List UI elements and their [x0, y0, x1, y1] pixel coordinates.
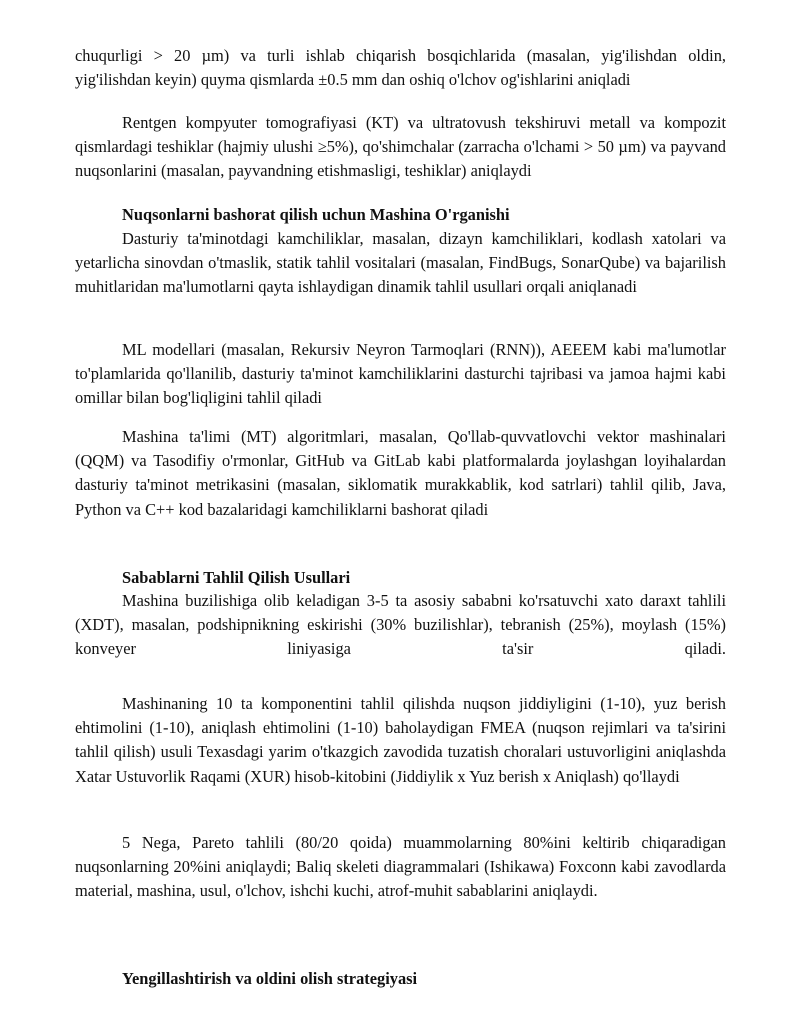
heading-mitigation-strategy: Yengillashtirish va oldini olish strategiyasi: [122, 969, 418, 988]
heading-root-cause-methods: Sabablarni Tahlil Qilish Usullari: [122, 568, 351, 587]
heading-ml-defect-prediction: Nuqsonlarni bashorat qilish uchun Mashina O'rganishi: [122, 205, 510, 224]
paragraph-software-defects: Dasturiy ta'minotdagi kamchiliklar, masalan, dizayn kamchiliklari, kodlash xatolari va yetarlicha sinovdan o'tmaslik, statik tahlil vositalari (masalan, FindBugs, SonarQube) va bajarilish muhitlaridan ma'lumotlarni qayta ishlaydigan dinamik tahlil usullari orqali aniqlanadi: [75, 229, 726, 297]
paragraph-dimension-deviation: chuqurligi > 20 µm) va turli ishlab chiqarish bosqichlarida (masalan, yig'ilishdan oldin, yig'ilishdan keyin) quyma qismlarda ±0.5 mm dan oshiq o'lchov og'ishlarini aniqladi: [75, 46, 726, 90]
paragraph-ml-models: ML modellari (masalan, Rekursiv Neyron Tarmoqlari (RNN)), AEEEM kabi ma'lumotlar to'plamlarida qo'llanilib, dasturiy ta'minot kamchiliklarini dasturchi tajribasi va jamoa hajmi kabi omillar bilan bog'liqligini tahlil qiladi: [75, 340, 726, 408]
paragraph-fault-tree-analysis: Mashina buzilishiga olib keladigan 3-5 ta asosiy sababni ko'rsatuvchi xato daraxt tahlili (XDT), masalan, podshipnikning eskirishi (30% buzilishlar), tebranish (25%), moylash (15%) konveyer liniyasiga ta'sir qiladi.: [75, 591, 726, 659]
paragraph-ml-algorithms: Mashina ta'limi (MT) algoritmlari, masalan, Qo'llab-quvvatlovchi vektor mashinalari (QQM) va Tasodifiy o'rmonlar, GitHub va GitLab kabi platformalarda joylashgan loyihalardan dasturiy ta'minot metrikasini (masalan, siklomatik murakkablik, kod satrlari) tahlil qilib, Java, Python va C++ kod bazalaridagi kamchiliklarni bashorat qiladi: [75, 427, 726, 519]
paragraph-pareto-ishikawa: 5 Nega, Pareto tahlili (80/20 qoida) muammolarning 80%ini keltirib chiqaradigan nuqsonlarning 20%ini aniqlaydi; Baliq skeleti diagrammalari (Ishikawa) Foxconn kabi zavodlarda material, mashina, usul, o'lchov, ishchi kuchi, atrof-muhit sabablarini aniqlaydi.: [75, 833, 726, 901]
paragraph-fmea: Mashinaning 10 ta komponentini tahlil qilishda nuqson jiddiyligini (1-10), yuz berish ehtimolini (1-10), aniqlash ehtimolini (1-10) baholaydigan FMEA (nuqson rejimlari va ta'sirini tahlil qilish) usuli Texasdagi yarim o'tkazgich zavodida tuzatish choralari ustuvorligini aniqlashda Xatar Ustuvorlik Raqami (XUR) hisob-kitobini (Jiddiylik x Yuz berish x Aniqlash) qo'llaydi: [75, 694, 726, 786]
paragraph-ct-ultrasound: Rentgen kompyuter tomografiyasi (KT) va ultratovush tekshiruvi metall va kompozit qismlardagi teshiklar (hajmiy ulushi ≥5%), qo'shimchalar (zarracha o'lchami > 50 µm) va payvand nuqsonlarini (masalan, payvandning etishmasligi, teshiklar) aniqlaydi: [75, 113, 726, 181]
